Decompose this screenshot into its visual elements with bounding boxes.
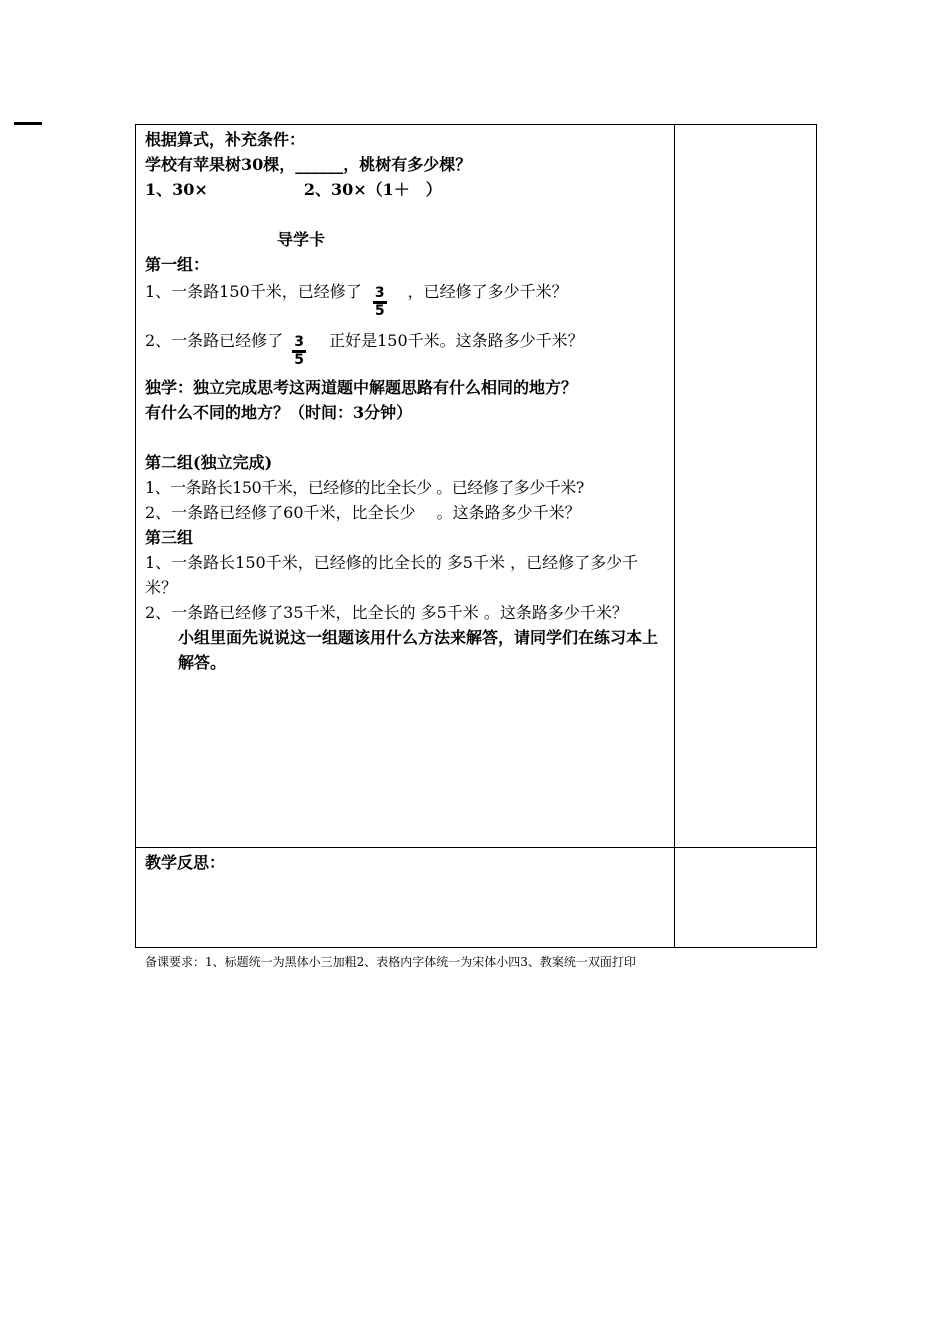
lesson-content-cell	[136, 125, 675, 848]
solo-study-line-2: 有什么不同的地方？（时间：3分钟）	[145, 403, 413, 422]
reflection-side-cell	[675, 848, 817, 948]
group1-label: 第一组：	[145, 255, 210, 274]
reflection-label: 教学反思：	[145, 853, 226, 872]
fraction-three-fifths: $\frac{3}{5}$	[374, 285, 385, 319]
section1-condition: 学校有苹果树30棵，______，桃树有多少棵？	[145, 155, 472, 174]
group2-question-1: 1、一条路长150千米，已经修的比全长少 。已经修了多少千米?	[145, 478, 584, 497]
group3-question-1: 1、一条路长150千米，已经修的比全长的 多5千米 ，已经修了多少千米？	[145, 553, 639, 597]
formula-2: 2、30×（1＋ ）	[303, 180, 442, 199]
section1-title: 根据算式，补充条件：	[145, 130, 306, 149]
lesson-side-cell	[675, 125, 817, 848]
group1-question-2: 2、一条路已经修了 $\frac{3}{5}$ 正好是150千米。这条路多少千米？	[145, 331, 584, 368]
group2-label: 第二组(独立完成)	[145, 453, 273, 472]
group1-question-1: 1、一条路150千米，已经修了 $\frac{3}{5}$ ，已经修了多少千米？	[145, 282, 568, 319]
group-note: 小组里面先说说这一组题该用什么方法来解答，请同学们在练习本上解答。	[178, 628, 659, 672]
formula-1: 1、30×	[145, 180, 208, 199]
solo-study-line-1: 独学：独立完成思考这两道题中解题思路有什么相同的地方？	[145, 378, 578, 397]
header-dash	[14, 122, 42, 125]
section1-formulas	[145, 177, 668, 202]
group2-question-2: 2、一条路已经修了60千米，比全长少 。这条路多少千米？	[145, 503, 581, 522]
group3-label: 第三组	[145, 528, 194, 547]
fraction-three-fifths: $\frac{3}{5}$	[294, 334, 305, 368]
guide-title: 导学卡	[277, 230, 326, 249]
group3-question-2: 2、一条路已经修了35千米，比全长的 多5千米 。这条路多少千米？	[145, 603, 628, 622]
lesson-table	[135, 124, 817, 948]
footer-note: 备课要求：1、标题统一为黑体小三加粗2、表格内字体统一为宋体小四3、教案统一双面打印	[145, 955, 636, 969]
reflection-cell	[136, 848, 675, 948]
